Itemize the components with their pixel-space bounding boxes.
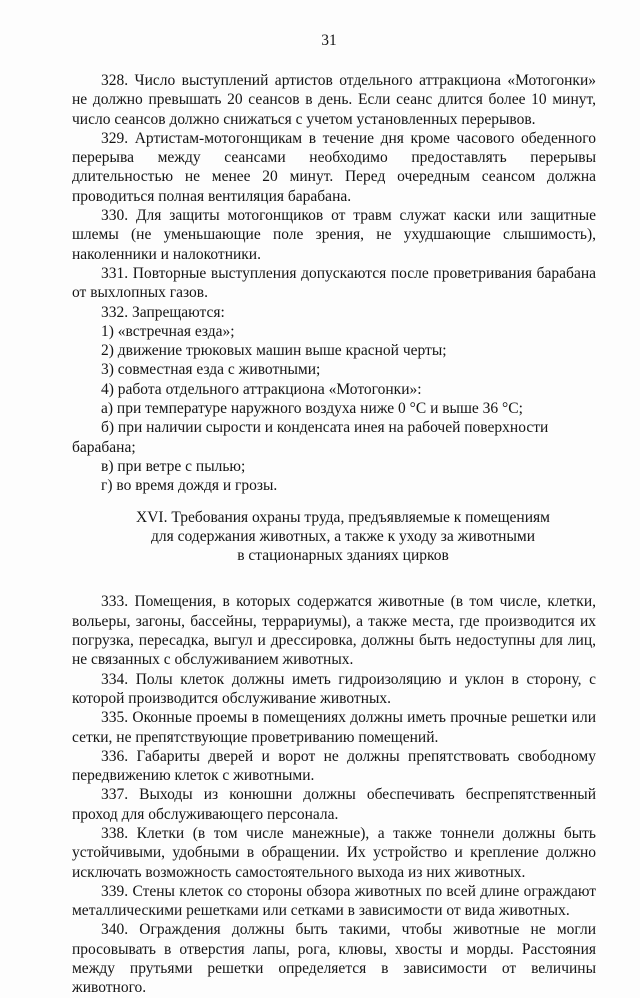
paragraph-330: 330. Для защиты мотогонщиков от травм служат каски или защитные шлемы (не уменьшающие поле зрения, не ухудшающие слышимость), наколенники и налокотники. bbox=[72, 207, 596, 263]
paragraph-331: 331. Повторные выступления допускаются после проветривания барабана от выхлопных газов. bbox=[72, 264, 596, 302]
paragraph-340: 340. Ограждения должны быть такими, чтобы животные не могли просовывать в отверстия лапы, рога, клювы, хвосты и морды. Расстояния между прутьями решетки определяется в зависимости от величины животного. bbox=[72, 921, 596, 997]
bottom-paragraphs bbox=[72, 592, 596, 997]
paragraph-329: 329. Артистам-мотогонщикам в течение дня кроме часового обеденного перерыва между сеансами необходимо предоставлять перерывы длительностью не менее 20 минут. Перед очередным сеансом должна проводиться полная вентиляция барабана. bbox=[72, 129, 596, 205]
paragraph-328: 328. Число выступлений артистов отдельного аттракциона «Мотогонки» не должно превышать 20 сеансов в день. Если сеанс длится более 10 минут, число сеансов должно снижаться с учетом установленных перерывов. bbox=[72, 72, 596, 128]
prohibited-list bbox=[72, 303, 596, 496]
page-number: 31 bbox=[321, 32, 337, 49]
list-item: а) при температуре наружного воздуха ниже 0 °С и выше 36 °С; bbox=[101, 400, 523, 418]
paragraph-336: 336. Габариты дверей и ворот не должны препятствовать свободному передвижению клеток с животными. bbox=[72, 747, 596, 785]
paragraph-337: 337. Выходы из конюшни должны обеспечивать беспрепятственный проход для обслуживающего персонала. bbox=[72, 786, 596, 823]
section-title-line: XVI. Требования охраны труда, предъявляемые к помещениям bbox=[136, 508, 550, 526]
prohibited-heading: 332. Запрещаются: bbox=[101, 303, 225, 321]
list-item: 1) «встречная езда»; bbox=[101, 322, 235, 340]
paragraph-338: 338. Клетки (в том числе манежные), а также тоннели должны быть устойчивыми, удобными в обращении. Их устройство и крепление должно исключать возможность самостоятельного выхода из них животных. bbox=[72, 824, 596, 881]
paragraph-333: 333. Помещения, в которых содержатся животные (в том числе, клетки, вольеры, загоны, бассейны, террариумы), а также места, где производится их погрузка, пересадка, выгул и дрессировка, должны быть недоступны для лиц, не связанных с обслуживанием животных. bbox=[72, 593, 596, 669]
section-title-line: для содержания животных, а также к уходу за животными bbox=[151, 527, 535, 545]
list-item: в) при ветре с пылью; bbox=[101, 457, 246, 475]
section-heading bbox=[72, 508, 596, 566]
list-item: г) во время дождя и грозы. bbox=[101, 477, 278, 495]
top-paragraphs bbox=[72, 71, 596, 303]
list-item: 4) работа отдельного аттракциона «Мотогонки»: bbox=[101, 380, 422, 398]
list-item: 2) движение трюковых машин выше красной черты; bbox=[101, 342, 447, 360]
list-item: б) при наличии сырости и конденсата инея на рабочей поверхности барабана; bbox=[72, 419, 549, 456]
paragraph-335: 335. Оконные проемы в помещениях должны иметь прочные решетки или сетки, не препятствующие проветриванию помещений. bbox=[72, 709, 596, 746]
list-item: 3) совместная езда с животными; bbox=[101, 361, 321, 379]
paragraph-334: 334. Полы клеток должны иметь гидроизоляцию и уклон в сторону, с которой производится обслуживание животных. bbox=[72, 670, 596, 707]
paragraph-339: 339. Стены клеток со стороны обзора животных по всей длине ограждают металлическими решетками или сетками в зависимости от вида животных. bbox=[72, 882, 596, 920]
section-title-line: в стационарных зданиях цирков bbox=[237, 547, 449, 565]
